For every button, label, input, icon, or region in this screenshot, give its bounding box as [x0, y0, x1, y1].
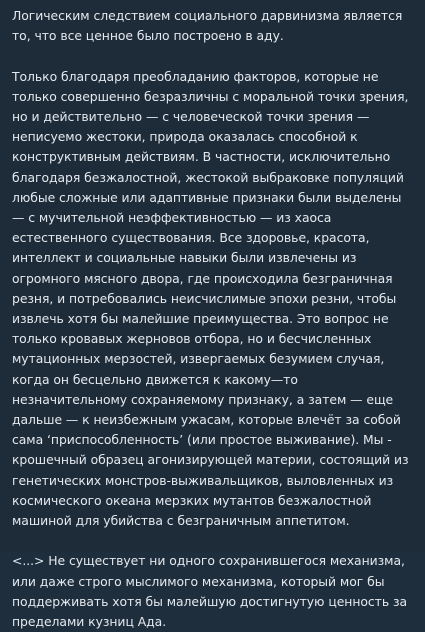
- message-paragraph-2: Только благодаря преобладанию факторов, которые не только совершенно безразличны с моральной точки зрения, но и действительно — с человеческой точки зрения — неписуемо жестоки, природа оказалась способной к конструктивным действиям. В частности, исключительно благодаря безжалостной, жестокой выбраковке популяций любые сложные или адаптивные признаки были выделены — с мучительной неэффективностью — из хаоса естественного существования. Все здоровье, красота, интеллект и социальные навыки были извлечены из огромного мясного двора, где происходила безграничная резня, и потребовались неисчислимые эпохи резни, чтобы извлечь хотя бы малейшие преимущества. Это вопрос не только кровавых жерновов отбора, но и бесчисленных мутационных мерзостей, извергаемых безумием случая, когда он бесцельно движется к какому—то незначительному сохраняемому признаку, а затем — еще дальше — к неизбежным ужасам, которые влечёт за собой сама ‘приспособленность’ (или простое выживание). Мы - крошечный образец агонизирующей материи, состоящий из генетических монстров-выживальщиков, выловленных из космического океана мерзких мутантов безжалостной машиной для убийства с безграничным аппетитом.: [12, 68, 409, 529]
- message-paragraph-3: <...> Не существует ни одного сохранившегося механизма, или даже строго мыслимого механизма, который мог бы поддерживать хотя бы малейшую достигнутую ценность за пределами кузниц Ада.: [12, 553, 408, 630]
- message-paragraph-1: Логическим следствием социального дарвинизма является то, что все ценное было построено в аду.: [12, 8, 403, 44]
